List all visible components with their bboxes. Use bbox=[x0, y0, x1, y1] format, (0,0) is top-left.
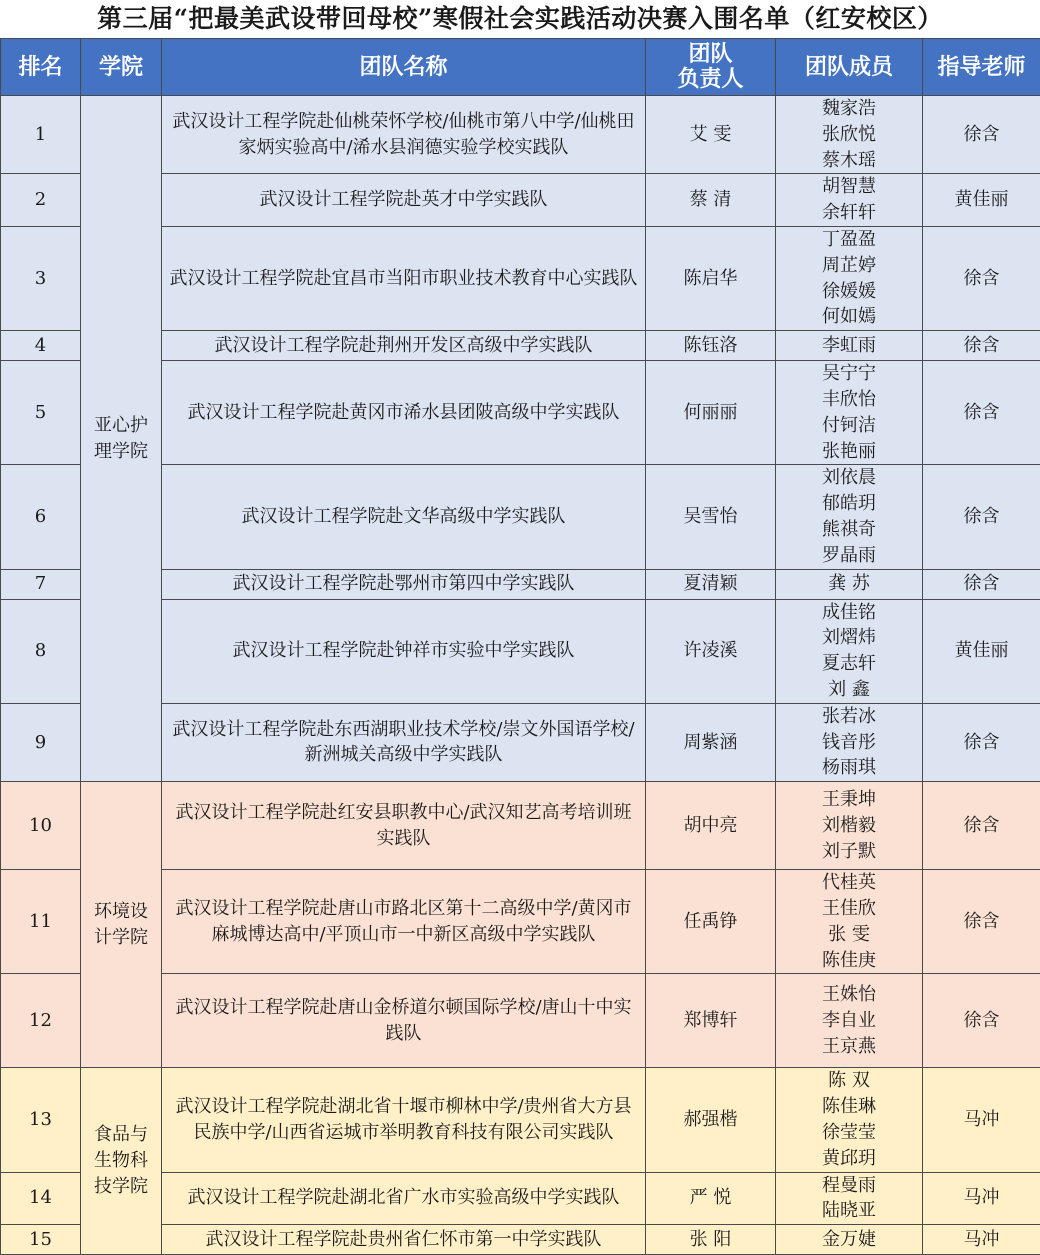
team-name-cell: 武汉设计工程学院赴唐山金桥道尔顿国际学校/唐山十中实践队 bbox=[162, 974, 646, 1068]
advisor-cell: 徐含 bbox=[923, 361, 1040, 465]
members-cell bbox=[776, 174, 923, 227]
finalist-table bbox=[0, 38, 1040, 1255]
page-title: 第三届“把最美武设带回母校”寒假社会实践活动决赛入围名单（红安校区） bbox=[0, 0, 1040, 38]
advisor-cell: 徐含 bbox=[923, 782, 1040, 870]
team-name-cell: 武汉设计工程学院赴红安县职教中心/武汉知艺高考培训班实践队 bbox=[162, 782, 646, 870]
member-name: 李自业 bbox=[780, 1008, 918, 1034]
college-cell: 亚心护 理学院 bbox=[81, 96, 162, 782]
team-name-cell: 武汉设计工程学院赴湖北省十堰市柳林中学/贵州省大方县民族中学/山西省运城市举明教育科技有限公司实践队 bbox=[162, 1068, 646, 1172]
advisor-cell: 徐含 bbox=[923, 226, 1040, 330]
member-name: 罗晶雨 bbox=[780, 543, 918, 569]
member-name: 付钶洁 bbox=[780, 413, 918, 439]
leader-cell: 郑博轩 bbox=[646, 974, 776, 1068]
member-name: 王京燕 bbox=[780, 1034, 918, 1060]
rank-cell: 14 bbox=[1, 1172, 81, 1225]
leader-cell: 张 阳 bbox=[646, 1225, 776, 1255]
member-name: 陈佳庚 bbox=[780, 948, 918, 974]
table-body bbox=[1, 96, 1040, 1255]
members-cell bbox=[776, 599, 923, 703]
member-name: 徐媛媛 bbox=[780, 279, 918, 305]
advisor-cell: 马冲 bbox=[923, 1225, 1040, 1255]
member-name: 张艳丽 bbox=[780, 439, 918, 465]
team-name-cell: 武汉设计工程学院赴仙桃荣怀学校/仙桃市第八中学/仙桃田家炳实验高中/浠水县润德实验学校实践队 bbox=[162, 96, 646, 174]
leader-cell: 陈钰洛 bbox=[646, 331, 776, 361]
rank-cell: 6 bbox=[1, 465, 81, 569]
header-team-name: 团队名称 bbox=[162, 39, 646, 96]
member-name: 魏家浩 bbox=[780, 96, 918, 122]
members-cell bbox=[776, 226, 923, 330]
leader-cell: 艾 雯 bbox=[646, 96, 776, 174]
members-cell bbox=[776, 974, 923, 1068]
member-name: 吴宁宁 bbox=[780, 361, 918, 387]
rank-cell: 12 bbox=[1, 974, 81, 1068]
header-members: 团队成员 bbox=[776, 39, 923, 96]
member-name: 胡智慧 bbox=[780, 174, 918, 200]
member-name: 陆晓亚 bbox=[780, 1198, 918, 1224]
rank-cell: 8 bbox=[1, 599, 81, 703]
leader-cell: 胡中亮 bbox=[646, 782, 776, 870]
member-name: 杨雨琪 bbox=[780, 755, 918, 781]
member-name: 龚 苏 bbox=[780, 571, 918, 597]
member-name: 丰欣怡 bbox=[780, 387, 918, 413]
leader-cell: 蔡 清 bbox=[646, 174, 776, 227]
leader-cell: 陈启华 bbox=[646, 226, 776, 330]
advisor-cell: 黄佳丽 bbox=[923, 174, 1040, 227]
members-cell bbox=[776, 1172, 923, 1225]
team-name-cell: 武汉设计工程学院赴宜昌市当阳市职业技术教育中心实践队 bbox=[162, 226, 646, 330]
rank-cell: 4 bbox=[1, 331, 81, 361]
member-name: 刘楷毅 bbox=[780, 813, 918, 839]
member-name: 李虹雨 bbox=[780, 333, 918, 359]
members-cell bbox=[776, 569, 923, 599]
leader-cell: 周紫涵 bbox=[646, 703, 776, 781]
members-cell bbox=[776, 361, 923, 465]
advisor-cell: 徐含 bbox=[923, 96, 1040, 174]
rank-cell: 5 bbox=[1, 361, 81, 465]
member-name: 黄邱玥 bbox=[780, 1146, 918, 1172]
member-name: 刘 鑫 bbox=[780, 677, 918, 703]
member-name: 金万婕 bbox=[780, 1227, 918, 1253]
rank-cell: 13 bbox=[1, 1068, 81, 1172]
header-leader: 团队 负责人 bbox=[646, 39, 776, 96]
member-name: 程曼雨 bbox=[780, 1173, 918, 1199]
member-name: 张 雯 bbox=[780, 922, 918, 948]
member-name: 蔡木瑶 bbox=[780, 148, 918, 174]
team-name-cell: 武汉设计工程学院赴湖北省广水市实验高级中学实践队 bbox=[162, 1172, 646, 1225]
rank-cell: 3 bbox=[1, 226, 81, 330]
advisor-cell: 徐含 bbox=[923, 703, 1040, 781]
team-name-cell: 武汉设计工程学院赴鄂州市第四中学实践队 bbox=[162, 569, 646, 599]
advisor-cell: 马冲 bbox=[923, 1172, 1040, 1225]
advisor-cell: 徐含 bbox=[923, 870, 1040, 974]
member-name: 余轩轩 bbox=[780, 200, 918, 226]
member-name: 王秉坤 bbox=[780, 787, 918, 813]
team-name-cell: 武汉设计工程学院赴文华高级中学实践队 bbox=[162, 465, 646, 569]
college-cell: 环境设 计学院 bbox=[81, 782, 162, 1068]
members-cell bbox=[776, 1225, 923, 1255]
members-cell bbox=[776, 703, 923, 781]
member-name: 陈 双 bbox=[780, 1068, 918, 1094]
table-row bbox=[1, 782, 1040, 870]
header-advisor: 指导老师 bbox=[923, 39, 1040, 96]
member-name: 王姝怡 bbox=[780, 982, 918, 1008]
members-cell bbox=[776, 870, 923, 974]
member-name: 刘熠炜 bbox=[780, 625, 918, 651]
table-header-row bbox=[1, 39, 1040, 96]
team-name-cell: 武汉设计工程学院赴唐山市路北区第十二高级中学/黄冈市麻城博达高中/平顶山市一中新区高级中学实践队 bbox=[162, 870, 646, 974]
member-name: 丁盈盈 bbox=[780, 227, 918, 253]
advisor-cell: 徐含 bbox=[923, 974, 1040, 1068]
rank-cell: 1 bbox=[1, 96, 81, 174]
leader-cell: 许凌溪 bbox=[646, 599, 776, 703]
member-name: 陈佳琳 bbox=[780, 1094, 918, 1120]
header-college: 学院 bbox=[81, 39, 162, 96]
leader-cell: 严 悦 bbox=[646, 1172, 776, 1225]
members-cell bbox=[776, 465, 923, 569]
table-row bbox=[1, 1068, 1040, 1172]
team-name-cell: 武汉设计工程学院赴钟祥市实验中学实践队 bbox=[162, 599, 646, 703]
member-name: 成佳铭 bbox=[780, 600, 918, 626]
leader-cell: 夏清颖 bbox=[646, 569, 776, 599]
team-name-cell: 武汉设计工程学院赴黄冈市浠水县团陂高级中学实践队 bbox=[162, 361, 646, 465]
member-name: 张若冰 bbox=[780, 704, 918, 730]
members-cell bbox=[776, 1068, 923, 1172]
team-name-cell: 武汉设计工程学院赴荆州开发区高级中学实践队 bbox=[162, 331, 646, 361]
header-rank: 排名 bbox=[1, 39, 81, 96]
rank-cell: 7 bbox=[1, 569, 81, 599]
member-name: 熊祺奇 bbox=[780, 517, 918, 543]
team-name-cell: 武汉设计工程学院赴贵州省仁怀市第一中学实践队 bbox=[162, 1225, 646, 1255]
advisor-cell: 徐含 bbox=[923, 465, 1040, 569]
member-name: 刘依晨 bbox=[780, 465, 918, 491]
member-name: 郁皓玥 bbox=[780, 491, 918, 517]
member-name: 徐莹莹 bbox=[780, 1120, 918, 1146]
rank-cell: 15 bbox=[1, 1225, 81, 1255]
member-name: 钱音彤 bbox=[780, 730, 918, 756]
rank-cell: 11 bbox=[1, 870, 81, 974]
members-cell bbox=[776, 96, 923, 174]
advisor-cell: 马冲 bbox=[923, 1068, 1040, 1172]
table-row bbox=[1, 96, 1040, 174]
member-name: 刘子默 bbox=[780, 839, 918, 865]
leader-cell: 任禹铮 bbox=[646, 870, 776, 974]
advisor-cell: 徐含 bbox=[923, 331, 1040, 361]
member-name: 周芷婷 bbox=[780, 253, 918, 279]
college-cell: 食品与 生物科 技学院 bbox=[81, 1068, 162, 1255]
rank-cell: 2 bbox=[1, 174, 81, 227]
member-name: 代桂英 bbox=[780, 870, 918, 896]
leader-cell: 郝强楷 bbox=[646, 1068, 776, 1172]
members-cell bbox=[776, 782, 923, 870]
member-name: 张欣悦 bbox=[780, 122, 918, 148]
member-name: 何如嫣 bbox=[780, 304, 918, 330]
rank-cell: 9 bbox=[1, 703, 81, 781]
member-name: 夏志轩 bbox=[780, 651, 918, 677]
team-name-cell: 武汉设计工程学院赴东西湖职业技术学校/崇文外国语学校/新洲城关高级中学实践队 bbox=[162, 703, 646, 781]
advisor-cell: 徐含 bbox=[923, 569, 1040, 599]
member-name: 王佳欣 bbox=[780, 896, 918, 922]
leader-cell: 何丽丽 bbox=[646, 361, 776, 465]
leader-cell: 吴雪怡 bbox=[646, 465, 776, 569]
advisor-cell: 黄佳丽 bbox=[923, 599, 1040, 703]
team-name-cell: 武汉设计工程学院赴英才中学实践队 bbox=[162, 174, 646, 227]
rank-cell: 10 bbox=[1, 782, 81, 870]
members-cell bbox=[776, 331, 923, 361]
